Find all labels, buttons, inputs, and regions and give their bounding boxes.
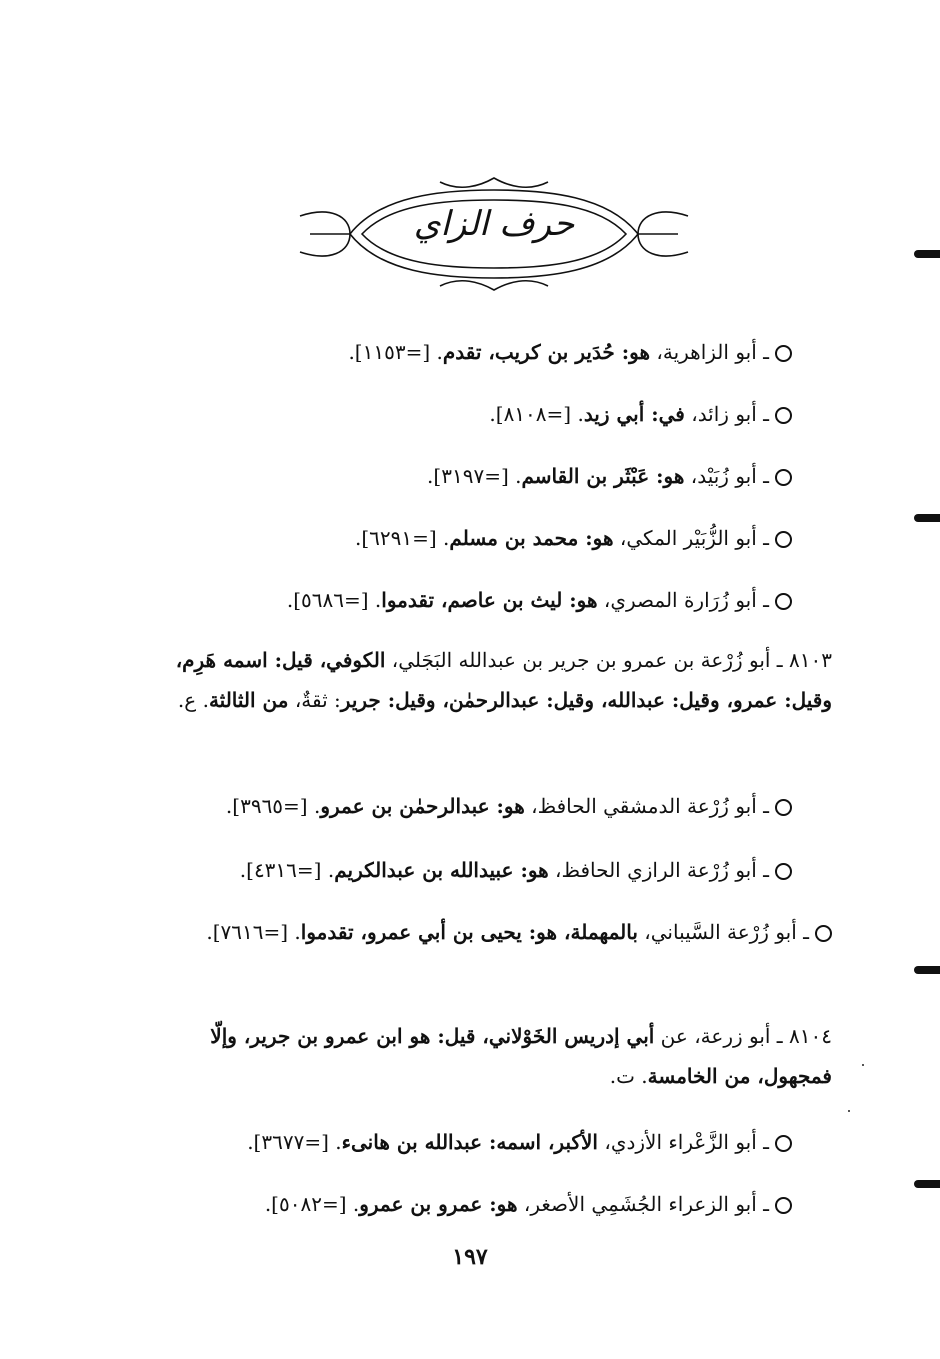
entry-ref: . [=٣٦٧٧]. xyxy=(247,1130,342,1154)
circle-bullet-icon xyxy=(815,925,832,942)
entry-text: : ثقةٌ، xyxy=(288,688,341,712)
entry-name: أبو زائد، xyxy=(684,402,757,426)
entry-ref: . [=٦٢٩١]. xyxy=(355,526,450,550)
margin-mark xyxy=(914,250,940,258)
entry-name: أبو الزاهرية، xyxy=(650,340,757,364)
entry-dash: ـ xyxy=(763,464,769,488)
entry-text: . ت. xyxy=(609,1064,648,1088)
entry-abu-alzara-jushami xyxy=(265,1184,792,1224)
circle-bullet-icon xyxy=(775,531,792,548)
entry-abu-zura-saybani xyxy=(132,912,832,952)
entry-ref: . [=٧٦١٦]. xyxy=(206,920,301,944)
entry-text: ـ أبو زرعة، عن xyxy=(654,1024,783,1048)
circle-bullet-icon xyxy=(775,1135,792,1152)
entry-name: أبو زُبَيْد، xyxy=(684,464,757,488)
entry-dash: ـ xyxy=(763,1192,769,1216)
entry-bold: هو: حُدَير بن كريب، تقدم xyxy=(442,340,651,364)
entry-ref: . [=٥٦٨٦]. xyxy=(286,588,382,612)
entry-text: . ع. xyxy=(177,688,209,712)
entry-bold: أبي إدريس الخَوْلاني، قيل: هو ابن عمرو بن جرير، وإلّا فمجهول، من الخامسة xyxy=(210,1024,832,1088)
page-number: ١٩٧ xyxy=(452,1244,488,1270)
entry-name: أبو الزعراء الجُشَمِي الأصغر، xyxy=(517,1192,757,1216)
circle-bullet-icon xyxy=(775,863,792,880)
entry-dash: ـ xyxy=(763,1130,769,1154)
entry-abu-alzubair xyxy=(355,518,792,558)
entry-abu-zura-dimashqi xyxy=(226,786,792,826)
entry-name: أبو زُرْعة الدمشقي الحافظ، xyxy=(524,794,757,818)
entry-dash: ـ xyxy=(763,402,769,426)
entry-abu-zaid xyxy=(489,394,792,434)
entry-abu-zurara xyxy=(287,580,792,620)
entry-bold: بالمهملة، هو: يحيى بن أبي عمرو، تقدموا xyxy=(300,920,638,944)
entry-bold: هو: عبدالرحمٰن بن عمرو xyxy=(320,794,525,818)
entry-ref: . [=٨١٠٨]. xyxy=(489,402,584,426)
entry-ref: . [=٤٣١٦]. xyxy=(239,858,335,882)
entry-name: أبو الزُّبَيْر المكي، xyxy=(613,526,757,550)
circle-bullet-icon xyxy=(775,345,792,362)
entry-abu-alzahiriya xyxy=(348,332,792,372)
circle-bullet-icon xyxy=(775,799,792,816)
entry-ref: . [=٥٠٨٢]. xyxy=(264,1192,360,1216)
entry-bold: الكوفي، قيل: اسمه هَرِم، وقيل: عمرو، وقيل: عبدالله، وقيل: عبدالرحمٰن، وقيل: جرير xyxy=(175,648,832,712)
speck xyxy=(848,1110,850,1112)
entry-bold: في: أبي زيد xyxy=(583,402,685,426)
margin-mark xyxy=(914,966,940,974)
circle-bullet-icon xyxy=(775,469,792,486)
entry-bold: الأكبر، اسمه: عبدالله بن هانىء xyxy=(341,1130,598,1154)
entry-name: أبو زُرْعة الرازي الحافظ، xyxy=(548,858,757,882)
entry-dash: ـ xyxy=(763,794,769,818)
circle-bullet-icon xyxy=(775,1197,792,1214)
entry-name: أبو الزَّعْراء الأزدي، xyxy=(598,1130,757,1154)
entry-name: أبو زُرْعة السَّيباني، xyxy=(637,920,797,944)
entry-bold: هو: محمد بن مسلم xyxy=(449,526,614,550)
entry-abu-alzara-azdi xyxy=(247,1122,792,1162)
entry-dash: ـ xyxy=(763,588,769,612)
entry-dash: ـ xyxy=(803,920,809,944)
entry-bold: هو: عبيدالله بن عبدالكريم xyxy=(334,858,549,882)
entry-dash: ـ xyxy=(763,340,769,364)
entry-ref: . [=٣١٩٧]. xyxy=(427,464,522,488)
entry-bold: هو: عمرو بن عمرو xyxy=(359,1192,518,1216)
entry-dash: ـ xyxy=(763,858,769,882)
entry-bold: هو: عَبْثَر بن القاسم xyxy=(521,464,685,488)
entry-8103 xyxy=(132,640,832,720)
entry-ref: . [=٣٩٦٥]. xyxy=(225,794,321,818)
entry-abu-zubaid xyxy=(427,456,792,496)
circle-bullet-icon xyxy=(775,593,792,610)
entry-8104 xyxy=(132,1016,832,1096)
speck xyxy=(862,1064,864,1066)
entry-text: ـ أبو زُرْعة بن عمرو بن جرير بن عبدالله البَجَلي، xyxy=(385,648,783,672)
margin-mark xyxy=(914,514,940,522)
entry-ref: . [=١١٥٣]. xyxy=(348,340,443,364)
entry-name: أبو زُرَارة المصري، xyxy=(597,588,757,612)
margin-mark xyxy=(914,1180,940,1188)
entry-number: ٨١٠٤ xyxy=(789,1024,832,1048)
entry-number: ٨١٠٣ xyxy=(789,648,832,672)
entry-bold: من الثالثة xyxy=(208,688,289,712)
entry-bold: هو: ليث بن عاصم، تقدموا xyxy=(381,588,598,612)
circle-bullet-icon xyxy=(775,407,792,424)
section-title: حرف الزاي xyxy=(413,204,575,244)
entry-dash: ـ xyxy=(763,526,769,550)
entry-abu-zura-razi xyxy=(240,850,792,890)
